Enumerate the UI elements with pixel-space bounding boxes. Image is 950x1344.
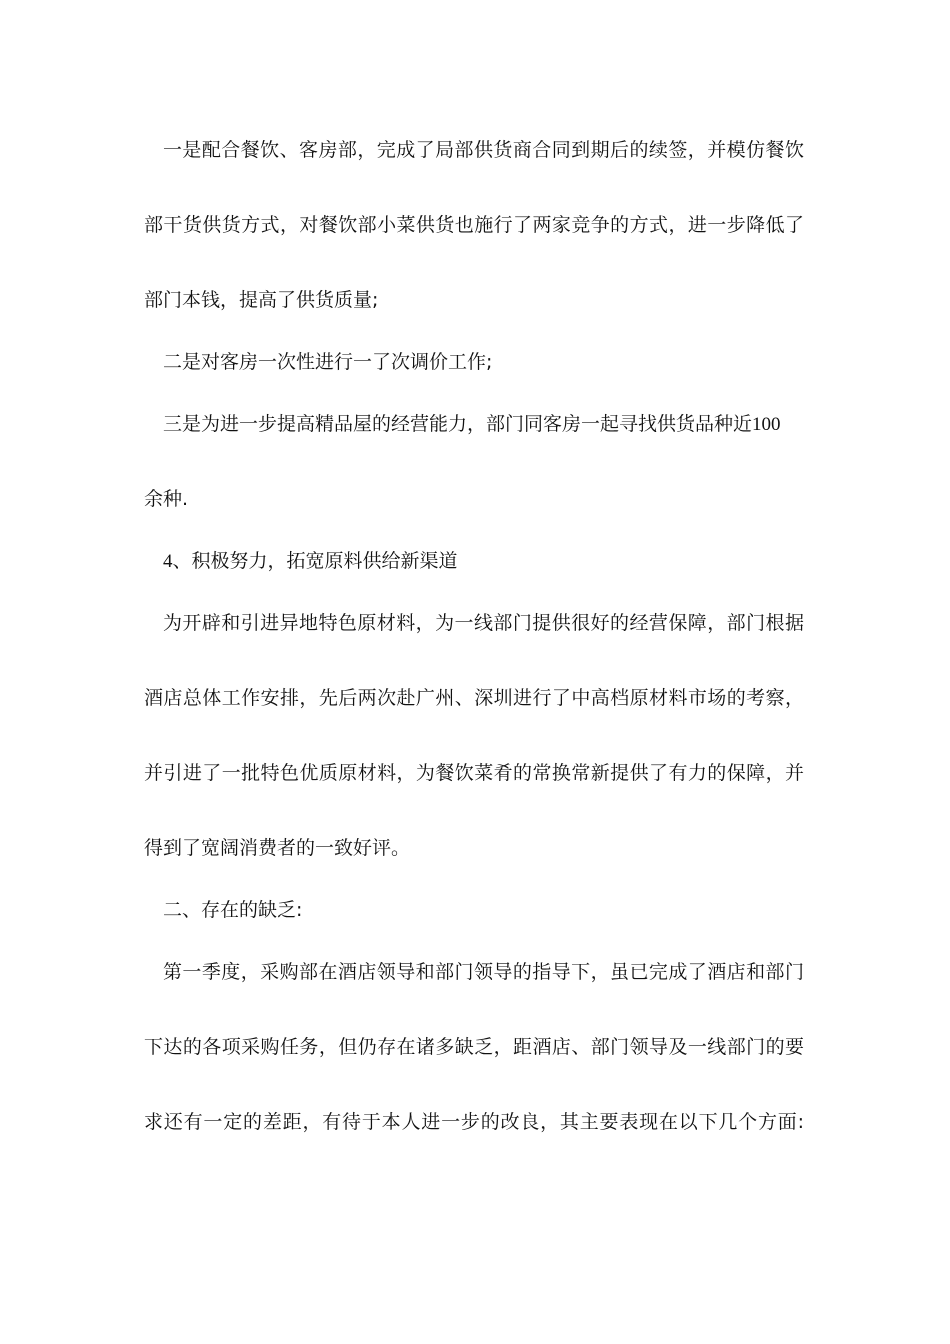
section-heading-text: 、积极努力，拓宽原料供给新渠道 <box>172 550 458 572</box>
paragraph-line <box>163 409 804 439</box>
paragraph-line: 二是对客房一次性进行一了次调价工作; <box>163 351 493 373</box>
paragraph-line: 酒店总体工作安排，先后两次赴广州、深圳进行了中高档原材料市场的考察， <box>144 687 804 709</box>
item-count: 100 <box>752 414 781 435</box>
paragraph-line: 余种. <box>144 488 189 510</box>
paragraph-line: 求还有一定的差距，有待于本人进一步的改良，其主要表现在以下几个方面: <box>144 1111 804 1133</box>
paragraph-line: 部门本钱，提高了供货质量; <box>144 289 379 311</box>
section-number: 4 <box>163 551 173 572</box>
paragraph-text: 三是为进一步提高精品屋的经营能力，部门同客房一起寻找供货品种近 <box>163 413 753 435</box>
paragraph-line: 下达的各项采购任务，但仍存在诸多缺乏，距酒店、部门领导及一线部门的要 <box>144 1036 804 1058</box>
paragraph-line: 得到了宽阔消费者的一致好评。 <box>144 837 411 859</box>
paragraph-line: 第一季度，采购部在酒店领导和部门领导的指导下，虽已完成了酒店和部门 <box>163 961 804 983</box>
paragraph-line: 部干货供货方式，对餐饮部小菜供货也施行了两家竞争的方式，进一步降低了 <box>144 214 804 236</box>
section-heading: 二、存在的缺乏: <box>163 899 303 921</box>
paragraph-line: 为开辟和引进异地特色原材料，为一线部门提供很好的经营保障，部门根据 <box>163 612 804 634</box>
paragraph-line: 一是配合餐饮、客房部，完成了局部供货商合同到期后的续签，并模仿餐饮 <box>163 139 804 161</box>
section-heading <box>163 546 804 576</box>
paragraph-line: 并引进了一批特色优质原材料，为餐饮菜肴的常换常新提供了有力的保障，并 <box>144 762 804 784</box>
